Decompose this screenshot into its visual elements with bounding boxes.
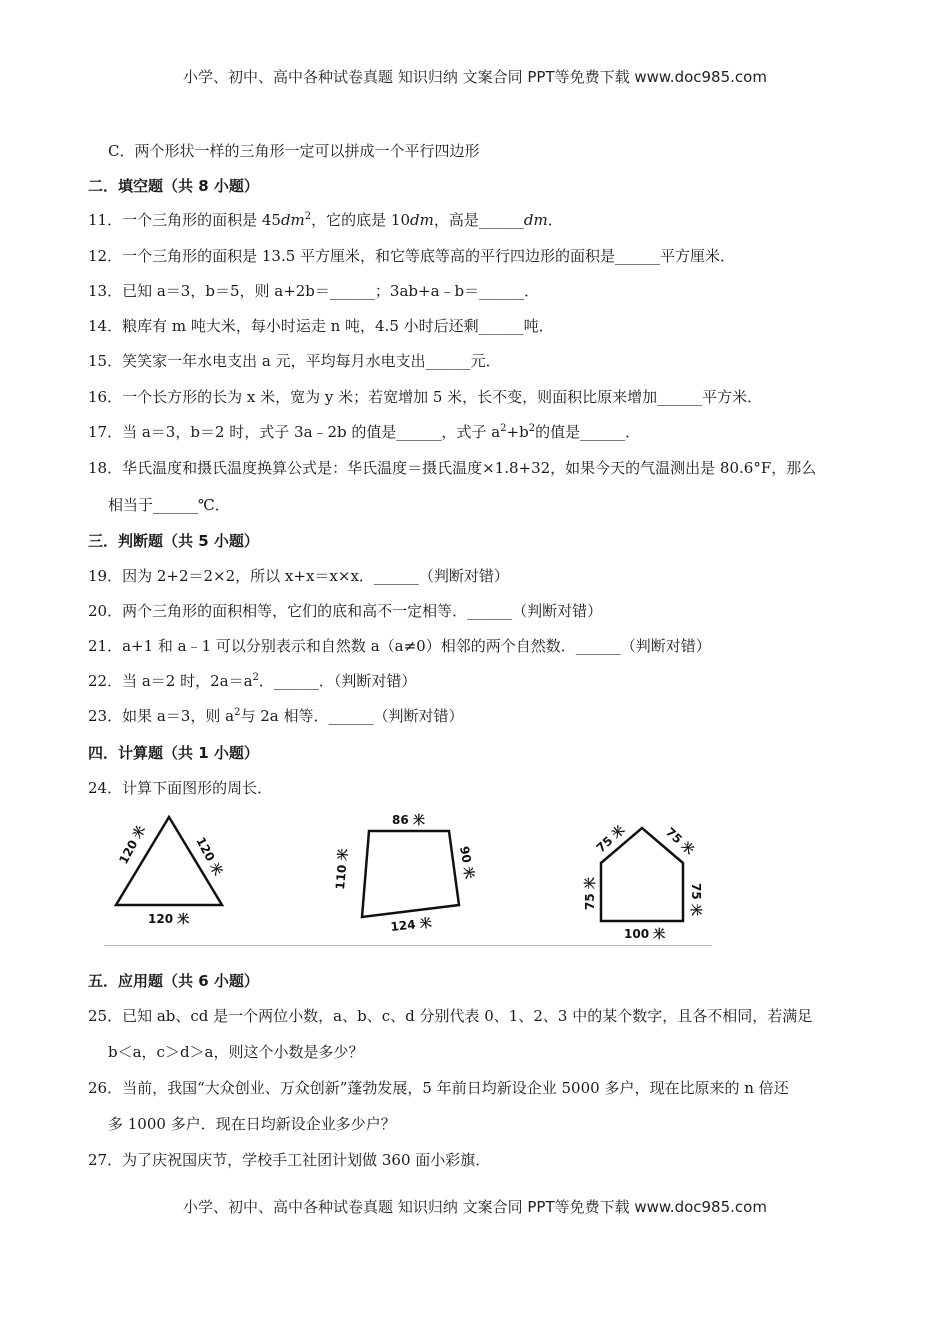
quadrilateral-shape <box>362 831 459 917</box>
question-25-line2: b＜a，c＞d＞a，则这个小数是多少？ <box>108 1043 364 1061</box>
pentagon-figure <box>582 822 704 941</box>
pentagon-wall-left-label: 75 米 <box>583 877 597 910</box>
pentagon-roof-right-label: 75 米 <box>662 824 697 858</box>
triangle-left-label: 120 米 <box>116 823 149 867</box>
question-16: 16．一个长方形的长为 x 米，宽为 y 米；若宽增加 5 米，长不变，则面积比原来增加______平方米． <box>88 388 763 406</box>
question-21: 21．a+1 和 a﹣1 可以分别表示和自然数 a（a≠0）相邻的两个自然数．______（判断对错） <box>88 637 711 655</box>
question-25-line1: 25．已知 ab、cd 是一个两位小数，a、b、c、d 分别代表 0、1、2、3 中的某个数字，且各不相同，若满足 <box>88 1007 813 1025</box>
question-18-line1: 18．华氏温度和摄氏温度换算公式是：华氏温度＝摄氏温度×1.8+32，如果今天的气温测出是 80.6°F，那么 <box>88 459 817 477</box>
question-27: 27．为了庆祝国庆节，学校手工社团计划做 360 面小彩旗． <box>88 1151 491 1169</box>
question-14: 14．粮库有 m 吨大米，每小时运走 n 吨，4.5 小时后还剩______吨． <box>88 317 554 335</box>
question-26-line2: 多 1000 多户．现在日均新设企业多少户？ <box>108 1115 396 1133</box>
question-12: 12．一个三角形的面积是 13.5 平方厘米，和它等底等高的平行四边形的面积是______平方厘米． <box>88 247 736 265</box>
question-23: 23．如果 a＝3，则 $a^2$与 2a 相等．______（判断对错） <box>88 707 464 725</box>
page-header: 小学、初中、高中各种试卷真题 知识归纳 文案合同 PPT等免费下载 www.doc985.com <box>183 68 767 86</box>
question-15: 15．笑笑家一年水电支出 a 元，平均每月水电支出______元． <box>88 352 501 370</box>
pentagon-wall-right-label: 75 米 <box>689 883 703 916</box>
question-19: 19．因为 2+2＝2×2，所以 x+x＝x×x．______（判断对错） <box>88 567 509 585</box>
quad-left-label: 110 米 <box>333 847 351 891</box>
quad-top-label: 86 米 <box>392 813 425 827</box>
section-calc-title: 四．计算题（共 1 小题） <box>88 744 259 762</box>
pentagon-bottom-label: 100 米 <box>624 927 666 941</box>
question-17: 17．当 a＝3，b＝2 时，式子 3a﹣2b 的值是______，式子 $a^2+b^2$的值是______． <box>88 423 641 441</box>
question-11: 11．一个三角形的面积是 $45dm^2$，它的底是 10dm，高是______dm． <box>88 211 563 229</box>
triangle-bottom-label: 120 米 <box>148 912 190 926</box>
pentagon-roof-left-label: 75 米 <box>593 822 628 856</box>
section-judge-title: 三．判断题（共 5 小题） <box>88 532 259 550</box>
section-fill-blank-title: 二．填空题（共 8 小题） <box>88 177 259 195</box>
question-18-line2: 相当于______℃． <box>108 496 230 514</box>
q10-option-c: C．两个形状一样的三角形一定可以拼成一个平行四边形 <box>108 142 480 160</box>
question-20: 20．两个三角形的面积相等，它们的底和高不一定相等．______（判断对错） <box>88 602 603 620</box>
triangle-figure <box>115 817 226 926</box>
question-13: 13．已知 a＝3，b＝5，则 a+2b＝______；3ab+a﹣b＝______． <box>88 282 540 300</box>
figure-divider <box>104 945 712 946</box>
question-24: 24．计算下面图形的周长． <box>88 779 273 797</box>
question-22: 22．当 a＝2 时，$2a=a^2$．______．（判断对错） <box>88 672 417 690</box>
perimeter-figures <box>104 795 714 950</box>
section-apply-title: 五．应用题（共 6 小题） <box>88 972 259 990</box>
page-footer: 小学、初中、高中各种试卷真题 知识归纳 文案合同 PPT等免费下载 www.doc985.com <box>183 1198 767 1216</box>
quad-bottom-label: 124 米 <box>389 915 433 934</box>
question-26-line1: 26．当前，我国“大众创业、万众创新”蓬勃发展，5 年前日均新设企业 5000 多户，现在比原来的 n 倍还 <box>88 1079 789 1097</box>
quad-right-label: 90 米 <box>457 845 477 880</box>
triangle-right-label: 120 米 <box>193 834 226 878</box>
quadrilateral-figure <box>332 812 477 934</box>
